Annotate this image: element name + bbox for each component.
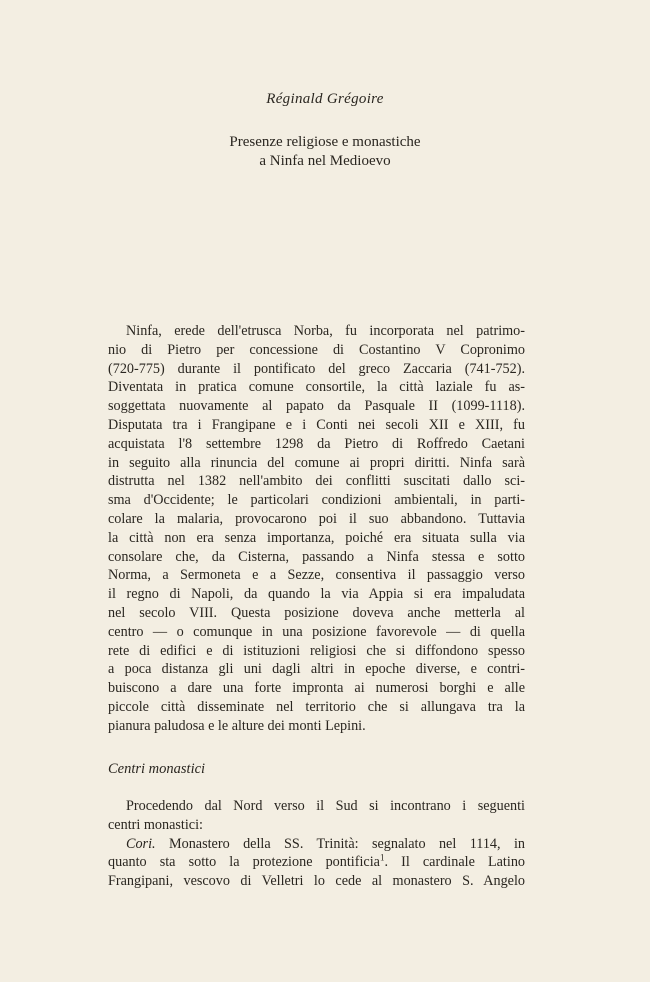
text-line: nel secolo VIII. Questa posizione doveva anche metterla al	[108, 604, 525, 621]
text-fragment: quanto sta sotto la protezione pontificia	[108, 854, 380, 871]
text-fragment: Monastero della SS. Trinità: segnalato nel 1114, in	[155, 835, 525, 852]
text-line: il regno di Napoli, da quando la via Appia si era impaludata	[108, 586, 525, 603]
text-line: la città non era senza importanza, poiché era situata sulla via	[108, 529, 525, 546]
article-title	[0, 133, 650, 171]
text-line: acquistata l'8 settembre 1298 da Pietro di Roffredo Caetani	[108, 435, 525, 452]
section-paragraph	[108, 797, 525, 891]
text-line: colare la malaria, provocarono poi il suo abbandono. Tuttavia	[108, 510, 525, 527]
text-line: sma d'Occidente; le particolari condizioni ambientali, in parti-	[108, 492, 525, 509]
text-line: buiscono a dare una forte impronta ai numerosi borghi e alle	[108, 680, 525, 697]
text-line: Norma, a Sermoneta e a Sezze, consentiva il passaggio verso	[108, 567, 525, 584]
text-line: Frangipani, vescovo di Velletri lo cede al monastero S. Angelo	[108, 873, 525, 890]
cori-line-2	[108, 853, 525, 872]
section-heading: Centri monastici	[108, 761, 206, 777]
place-name: Cori.	[126, 835, 156, 852]
footnote-marker[interactable]: 1	[379, 852, 385, 863]
text-fragment: . Il cardinale Latino	[384, 854, 526, 871]
text-line: centro — o comunque in una posizione favorevole — di quella	[108, 623, 525, 640]
text-line: Procedendo dal Nord verso il Sud si incontrano i seguenti	[126, 798, 525, 814]
text-line: (720-775) durante il pontificato del greco Zaccaria (741-752).	[108, 360, 525, 377]
text-line: pianura paludosa e le alture dei monti Lepini.	[108, 717, 366, 734]
text-line: consolare che, da Cisterna, passando a Ninfa stessa e sotto	[108, 548, 525, 565]
intro-paragraph	[108, 322, 525, 736]
text-line: soggettata nuovamente al papato da Pasquale II (1099-1118).	[108, 398, 525, 415]
text-line: Disputata tra i Frangipane e i Conti nei secoli XII e XIII, fu	[108, 416, 525, 433]
title-line-1: Presenze religiose e monastiche	[229, 134, 421, 150]
text-line: in seguito alla rinuncia del comune ai propri diritti. Ninfa sarà	[108, 454, 525, 471]
text-line: distrutta nel 1382 nell'ambito dei conflitti suscitati dallo sci-	[108, 473, 525, 490]
text-line: Diventata in pratica comune consortile, la città laziale fu as-	[108, 379, 525, 396]
cori-line-1	[108, 835, 525, 854]
text-line: rete di edifici e di istituzioni religiosi che si diffondono spesso	[108, 642, 525, 659]
text-line: centri monastici:	[108, 816, 203, 833]
text-line: a poca distanza gli uni dagli altri in epoche diverse, e contri-	[108, 661, 525, 678]
text-line: nio di Pietro per concessione di Costantino V Copronimo	[108, 341, 525, 358]
text-line: Ninfa, erede dell'etrusca Norba, fu incorporata nel patrimo-	[126, 323, 525, 339]
text-line: piccole città disseminate nel territorio che si allungava tra la	[108, 698, 525, 715]
author-name: Réginald Grégoire	[266, 91, 384, 107]
title-line-2: a Ninfa nel Medioevo	[259, 153, 391, 169]
